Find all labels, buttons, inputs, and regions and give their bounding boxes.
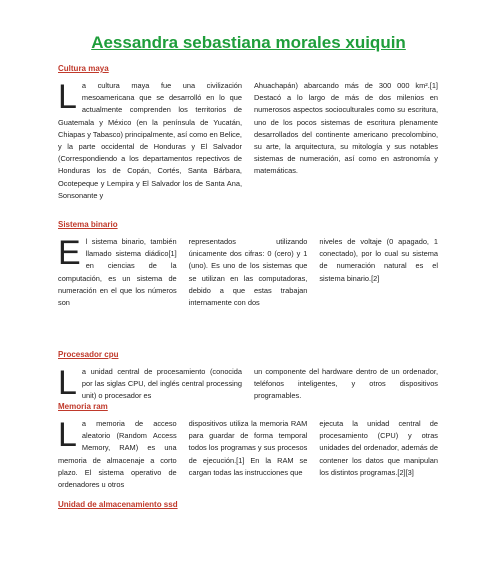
paragraph-text: a unidad central de procesamiento (conocida por las siglas CPU, del inglés central processing unit) o procesador es xyxy=(81,367,242,401)
text-column-1 xyxy=(58,80,242,202)
text-column-1 xyxy=(58,366,242,403)
paragraph-text: dispositivos utiliza la memoria RAM para guardar de forma temporal todos los programas y sus procesos de ejecución.[1] En la RAM se cargan todas las instrucciones que xyxy=(188,419,308,477)
drop-cap: L xyxy=(58,78,77,116)
section-sistema-binario xyxy=(58,236,438,309)
paragraph-text: a cultura maya fue una civilización mesoamericana que se desarrolló en lo que actualmente comprenden los territorios de Guatemala y México (en la península de Yucatán, Chiapas y Tabasco) principalmente, así como en Belice, y la parte occidental de Honduras y El Salvador (Correspondiendo a los departamentos repectivos de Honduras los de Copán, Cortés, Santa Bárbara, Ocotepeque y Lempira y El Salvador los de Santa Ana, Sonsonante y xyxy=(58,81,242,200)
drop-cap: L xyxy=(58,364,77,402)
section-procesador-cpu xyxy=(58,366,438,403)
text-column-2 xyxy=(189,418,308,491)
heading-sistema-binario: Sistema binario xyxy=(58,220,118,229)
paragraph-text: un componente del hardware dentro de un ordenador, teléfonos inteligentes, y otros dispositivos programables. xyxy=(254,367,438,401)
paragraph-text: niveles de voltaje (0 apagado, 1 conectado), por lo cual su sistema de numeración natural es el sistema binario.[2] xyxy=(319,237,439,283)
heading-cultura-maya: Cultura maya xyxy=(58,64,109,73)
text-column-2 xyxy=(254,80,438,202)
heading-procesador-cpu: Procesador cpu xyxy=(58,350,119,359)
text-column-2 xyxy=(189,236,308,309)
drop-cap: L xyxy=(58,416,77,454)
section-memoria-ram xyxy=(58,418,438,491)
paragraph-text: a memoria de acceso aleatorio (Random Access Memory, RAM) es una memoria de almacenaje a corto plazo. El sistema operativo de ordenadores u otros xyxy=(58,419,177,490)
heading-memoria-ram: Memoria ram xyxy=(58,402,108,411)
text-column-1 xyxy=(58,418,177,491)
heading-unidad-almacenamiento: Unidad de almacenamiento ssd xyxy=(58,500,178,509)
paragraph-text: representados utilizando únicamente dos cifras: 0 (cero) y 1 (uno). Es uno de los sistemas que se utilizan en las computadoras, debido a que estas trabajan internamente con dos xyxy=(188,237,308,308)
drop-cap: E xyxy=(58,234,81,272)
document-title: Aessandra sebastiana morales xuiquin xyxy=(91,33,406,52)
paragraph-text: l sistema binario, también llamado sistema diádico[1] en ciencias de la computación, es un sistema de numeración en el que los números son xyxy=(58,237,177,308)
section-cultura-maya xyxy=(58,80,438,202)
text-column-2 xyxy=(254,366,438,403)
paragraph-text: ejecuta la unidad central de procesamiento (CPU) y otras unidades del ordenador, además de contener los datos que manipulan los distintos programas.[2][3] xyxy=(319,419,439,477)
text-column-3 xyxy=(319,418,438,491)
paragraph-text: Ahuachapán) abarcando más de 300 000 km².[1] Destacó a lo largo de más de dos milenios en numerosos aspectos socioculturales como su escritura, uno de los pocos sistemas de escritura plenamente desarrollados del continente americano precolombino, su arte, la arquitectura, su mitología y sus notables sistemas de numeración, así como en astronomía y matemáticas. xyxy=(254,81,438,176)
text-column-1 xyxy=(58,236,177,309)
text-column-3 xyxy=(319,236,438,309)
